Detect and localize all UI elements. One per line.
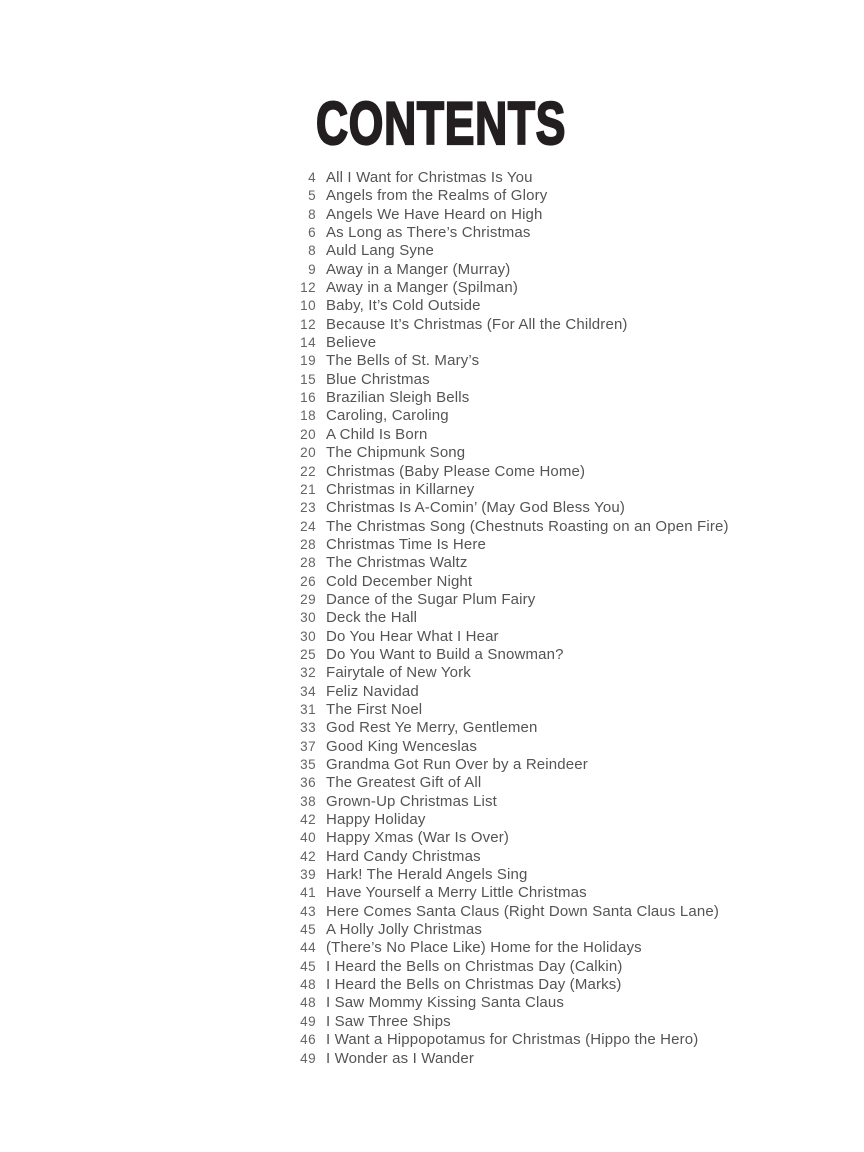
toc-song-title: A Child Is Born xyxy=(326,425,428,443)
toc-song-title: Grown-Up Christmas List xyxy=(326,792,497,810)
toc-page-number: 23 xyxy=(300,500,316,516)
toc-row xyxy=(276,536,836,554)
toc-row xyxy=(276,224,836,242)
toc-song-title: Happy Xmas (War Is Over) xyxy=(326,829,510,847)
toc-row xyxy=(276,866,836,884)
toc-song-title: Grandma Got Run Over by a Reindeer xyxy=(326,756,588,773)
toc-row xyxy=(276,994,836,1012)
toc-page-number: 29 xyxy=(300,591,316,607)
toc-page-number: 39 xyxy=(300,867,316,883)
toc-row xyxy=(276,609,836,627)
toc-row xyxy=(276,169,836,187)
toc-song-title: Feliz Navidad xyxy=(326,682,419,700)
toc-row xyxy=(276,187,836,205)
toc-row xyxy=(276,774,836,792)
toc-page-number: 49 xyxy=(300,1050,316,1066)
toc-song-title: Deck the Hall xyxy=(326,609,418,627)
toc-page-number: 49 xyxy=(300,1013,316,1029)
toc-row xyxy=(276,297,836,315)
toc-page-number: 12 xyxy=(300,316,316,332)
page-title: CONTENTS xyxy=(316,90,567,157)
toc-row xyxy=(276,371,836,389)
toc-song-title: The Greatest Gift of All xyxy=(326,774,482,792)
toc-row xyxy=(276,499,836,517)
toc-song-title: I Saw Mommy Kissing Santa Claus xyxy=(326,994,565,1012)
toc-row xyxy=(276,279,836,297)
toc-page-number: 45 xyxy=(300,958,316,974)
toc-page-number: 8 xyxy=(308,206,316,222)
toc-song-title: Christmas (Baby Please Come Home) xyxy=(326,462,586,480)
toc-row xyxy=(276,444,836,462)
toc-page-number: 38 xyxy=(300,793,316,809)
toc-row xyxy=(276,261,836,279)
toc-page-number: 45 xyxy=(300,922,316,938)
toc-page-number: 21 xyxy=(300,481,316,497)
toc-page-number: 30 xyxy=(300,610,316,626)
toc-page-number: 5 xyxy=(308,188,316,204)
toc-page-number: 20 xyxy=(300,445,316,461)
toc-list xyxy=(276,169,836,1068)
toc-page-number: 14 xyxy=(300,335,316,351)
toc-row xyxy=(276,334,836,352)
toc-page-number: 20 xyxy=(300,426,316,442)
toc-page-number: 12 xyxy=(300,280,316,296)
toc-song-title: Christmas Time Is Here xyxy=(326,535,486,553)
toc-row xyxy=(276,573,836,591)
toc-row xyxy=(276,664,836,682)
toc-page-number: 42 xyxy=(300,848,316,864)
toc-row xyxy=(276,646,836,664)
toc-row xyxy=(276,903,836,921)
toc-song-title: The Christmas Song (Chestnuts Roasting on an Open Fire) xyxy=(326,517,729,535)
toc-page-number: 33 xyxy=(300,720,316,736)
toc-page-number: 43 xyxy=(300,903,316,919)
toc-row xyxy=(276,481,836,499)
toc-page-number: 37 xyxy=(300,738,316,754)
toc-song-title: I Heard the Bells on Christmas Day (Calkin) xyxy=(326,957,623,975)
toc-page-number: 40 xyxy=(300,830,316,846)
toc-row xyxy=(276,793,836,811)
toc-row xyxy=(276,756,836,774)
toc-row xyxy=(276,1031,836,1049)
toc-song-title: The Christmas Waltz xyxy=(326,554,468,572)
toc-row xyxy=(276,958,836,976)
toc-row xyxy=(276,591,836,609)
toc-row xyxy=(276,316,836,334)
toc-row xyxy=(276,884,836,902)
toc-page-number: 15 xyxy=(300,371,316,387)
toc-song-title: Believe xyxy=(326,334,377,352)
toc-song-title: Angels from the Realms of Glory xyxy=(326,187,548,205)
toc-song-title: Have Yourself a Merry Little Christmas xyxy=(326,884,587,902)
toc-page-number: 24 xyxy=(300,518,316,534)
toc-song-title: Do You Want to Build a Snowman? xyxy=(326,645,564,663)
toc-song-title: Caroling, Caroling xyxy=(326,407,449,425)
toc-row xyxy=(276,1050,836,1068)
toc-song-title: Fairytale of New York xyxy=(326,664,471,682)
toc-row xyxy=(276,463,836,481)
toc-song-title: Away in a Manger (Spilman) xyxy=(326,279,519,297)
toc-row xyxy=(276,389,836,407)
toc-page-number: 41 xyxy=(300,885,316,901)
toc-row xyxy=(276,407,836,425)
toc-page-number: 26 xyxy=(300,573,316,589)
toc-page-number: 6 xyxy=(308,225,316,241)
toc-row xyxy=(276,848,836,866)
toc-row xyxy=(276,554,836,572)
toc-song-title: I Saw Three Ships xyxy=(326,1012,451,1030)
toc-page-number: 32 xyxy=(300,665,316,681)
toc-song-title: Christmas Is A-Comin’ (May God Bless You) xyxy=(326,499,626,517)
toc-row xyxy=(276,683,836,701)
toc-song-title: As Long as There’s Christmas xyxy=(326,224,531,242)
toc-page-number: 34 xyxy=(300,683,316,699)
toc-song-title: Away in a Manger (Murray) xyxy=(326,260,511,278)
toc-song-title: A Holly Jolly Christmas xyxy=(326,921,482,939)
toc-song-title: Blue Christmas xyxy=(326,370,430,388)
toc-row xyxy=(276,206,836,224)
toc-song-title: I Want a Hippopotamus for Christmas (Hippo the Hero) xyxy=(326,1031,699,1049)
toc-song-title: Because It’s Christmas (For All the Children) xyxy=(326,315,628,333)
toc-row xyxy=(276,242,836,260)
toc-page-number: 25 xyxy=(300,646,316,662)
toc-song-title: God Rest Ye Merry, Gentlemen xyxy=(326,719,538,737)
toc-page-number: 48 xyxy=(300,977,316,993)
toc-song-title: Hark! The Herald Angels Sing xyxy=(326,866,528,884)
toc-song-title: Good King Wenceslas xyxy=(326,737,477,755)
toc-row xyxy=(276,628,836,646)
toc-song-title: I Wonder as I Wander xyxy=(326,1049,475,1067)
toc-song-title: (There’s No Place Like) Home for the Holidays xyxy=(326,939,642,957)
toc-page-number: 4 xyxy=(308,170,316,185)
toc-page-number: 44 xyxy=(300,940,316,956)
toc-row xyxy=(276,518,836,536)
toc-page-number: 28 xyxy=(300,555,316,571)
toc-page-number: 10 xyxy=(300,298,316,314)
toc-page-number: 30 xyxy=(300,628,316,644)
toc-song-title: Dance of the Sugar Plum Fairy xyxy=(326,590,536,608)
toc-row xyxy=(276,829,836,847)
toc-song-title: The Bells of St. Mary’s xyxy=(326,352,480,370)
toc-song-title: The Chipmunk Song xyxy=(326,444,466,462)
toc-row xyxy=(276,976,836,994)
toc-page-number: 48 xyxy=(300,995,316,1011)
toc-page-number: 42 xyxy=(300,812,316,828)
toc-song-title: Hard Candy Christmas xyxy=(326,847,481,865)
toc-song-title: Auld Lang Syne xyxy=(326,242,435,260)
toc-row xyxy=(276,738,836,756)
toc-page-number: 18 xyxy=(300,408,316,424)
toc-song-title: Brazilian Sleigh Bells xyxy=(326,389,470,407)
toc-page-number: 9 xyxy=(308,261,316,277)
toc-song-title: Angels We Have Heard on High xyxy=(326,205,543,223)
toc-page-number: 19 xyxy=(300,353,316,369)
toc-page-number: 31 xyxy=(300,701,316,717)
toc-page-number: 16 xyxy=(300,390,316,406)
toc-page-number: 36 xyxy=(300,775,316,791)
toc-row xyxy=(276,939,836,957)
toc-song-title: I Heard the Bells on Christmas Day (Marks) xyxy=(326,976,622,994)
toc-row xyxy=(276,352,836,370)
toc-row xyxy=(276,426,836,444)
toc-song-title: The First Noel xyxy=(326,700,423,718)
toc-row xyxy=(276,719,836,737)
toc-row xyxy=(276,701,836,719)
toc-song-title: Cold December Night xyxy=(326,572,473,590)
toc-row xyxy=(276,1013,836,1031)
toc-row xyxy=(276,811,836,829)
toc-song-title: Happy Holiday xyxy=(326,811,426,829)
toc-page-number: 22 xyxy=(300,463,316,479)
toc-song-title: All I Want for Christmas Is You xyxy=(326,169,533,186)
toc-song-title: Here Comes Santa Claus (Right Down Santa Claus Lane) xyxy=(326,902,719,920)
toc-page-number: 8 xyxy=(308,243,316,259)
toc-row xyxy=(276,921,836,939)
toc-song-title: Do You Hear What I Hear xyxy=(326,627,499,645)
toc-page-number: 35 xyxy=(300,757,316,772)
toc-song-title: Christmas in Killarney xyxy=(326,480,475,498)
toc-page-number: 28 xyxy=(300,536,316,552)
toc-page-number: 46 xyxy=(300,1032,316,1048)
toc-song-title: Baby, It’s Cold Outside xyxy=(326,297,481,315)
